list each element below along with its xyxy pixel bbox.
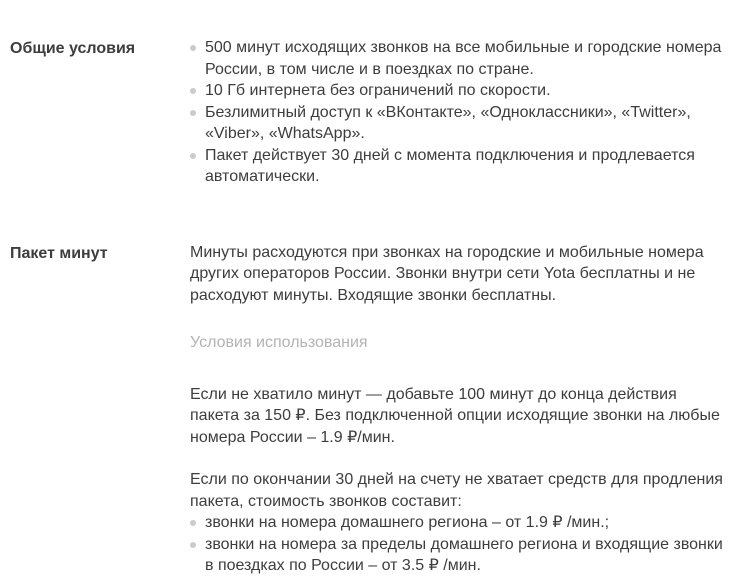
bullet-icon: [190, 520, 196, 526]
bullet-icon: [190, 542, 196, 548]
bullet-icon: [190, 88, 196, 94]
bullet-icon: [190, 110, 196, 116]
bullet-icon: [190, 153, 196, 159]
bullet-icon: [190, 45, 196, 51]
general-terms-list: [190, 37, 725, 188]
list-item: [190, 102, 725, 145]
minutes-intro-paragraph: Минуты расходуются при звонках на городские и мобильные номера других операторов России. Звонки внутри сети Yota бесплатны и не расходуют минуты. Входящие звонки бесплатны.: [190, 243, 704, 304]
renewal-intro-paragraph: Если по окончании 30 дней на счету не хватает средств для продления пакета, стоимость звонков составит:: [190, 471, 723, 510]
renewal-rates-list: [190, 512, 725, 577]
list-item-text: 500 минут исходящих звонков на все мобильные и городские номера России, в том числе и в поездках по стране.: [205, 39, 722, 78]
section-minutes-package-heading: Пакет минут: [10, 244, 108, 262]
section-minutes-package-content: [190, 242, 725, 577]
section-minutes-package: [10, 242, 725, 577]
list-item-text: Безлимитный доступ к «ВКонтакте», «Одноклассники», «Twitter», «Viber», «WhatsApp».: [205, 103, 691, 142]
section-general-terms: [10, 37, 725, 188]
list-item: [190, 534, 725, 577]
usage-terms-link[interactable]: Условия использования: [190, 334, 368, 351]
list-item: [190, 80, 725, 102]
list-item-text: звонки на номера за пределы домашнего региона и входящие звонки в поездках по России – от 3.5 ₽ /мин.: [205, 535, 723, 574]
list-item-text: Пакет действует 30 дней с момента подключения и продлевается автоматически.: [205, 146, 695, 185]
list-item: [190, 512, 725, 534]
list-item: [190, 37, 725, 80]
list-item-text: 10 Гб интернета без ограничений по скорости.: [205, 82, 551, 99]
extra-minutes-paragraph: Если не хватило минут — добавьте 100 минут до конца действия пакета за 150 ₽. Без подключенной опции исходящие звонки на любые номера России – 1.9 ₽/мин.: [190, 385, 720, 446]
list-item: [190, 145, 725, 188]
list-item-text: звонки на номера домашнего региона – от 1.9 ₽ /мин.;: [205, 514, 610, 531]
section-general-terms-heading: Общие условия: [10, 40, 136, 57]
section-general-terms-content: [190, 37, 725, 188]
